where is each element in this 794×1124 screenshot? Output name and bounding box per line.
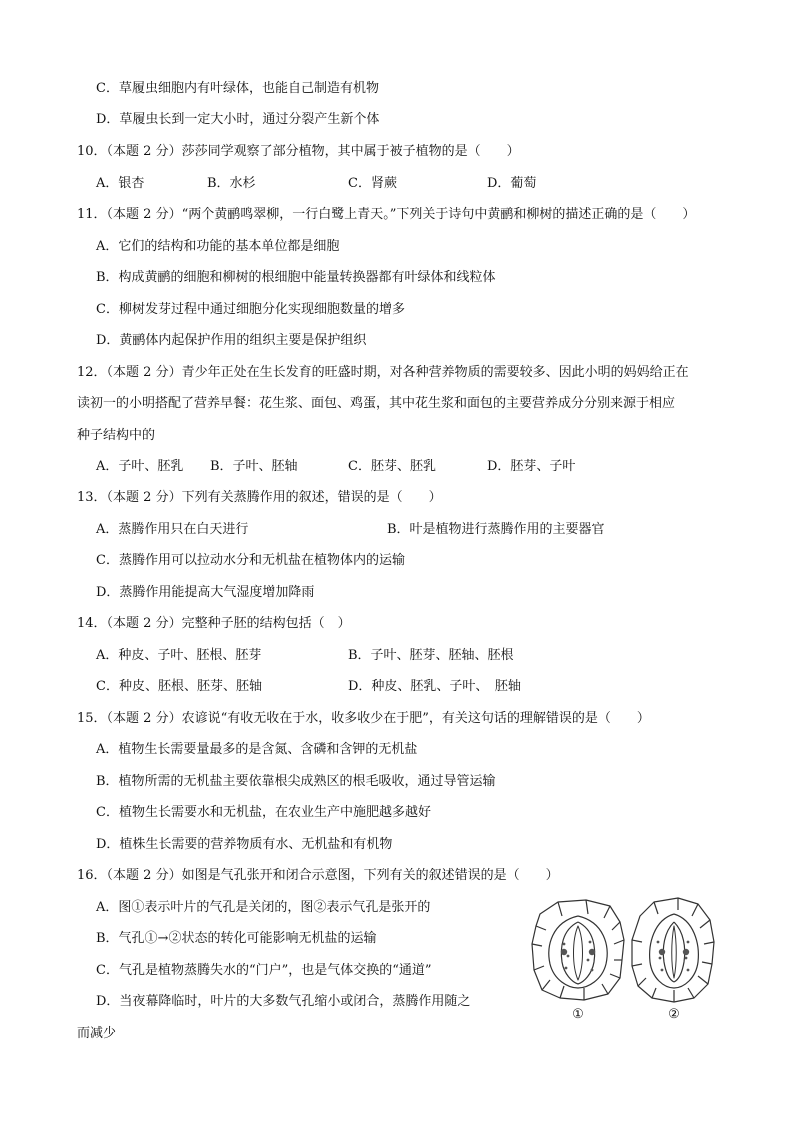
q15-option-c: C．植物生长需要水和无机盐，在农业生产中施肥越多越好 <box>96 805 431 820</box>
q10-option-c: C．肾蕨 <box>348 176 397 191</box>
q13-option-a: A．蒸腾作用只在白天进行 <box>96 522 249 537</box>
q15-option-b: B．植物所需的无机盐主要依靠根尖成熟区的根毛吸收，通过导管运输 <box>96 774 496 789</box>
q11-option-c: C．柳树发芽过程中通过细胞分化实现细胞数量的增多 <box>96 302 405 317</box>
q12-option-d: D．胚芽、子叶 <box>487 459 576 474</box>
q14-option-d: D．种皮、胚乳、子叶、 胚轴 <box>348 679 521 694</box>
q15-stem: 15．（本题 2 分）农谚说“有收无收在于水，收多收少在于肥”，有关这句话的理解错误的是（ ） <box>77 711 650 726</box>
figure-label-2: ② <box>668 1007 680 1022</box>
q15-option-d: D．植株生长需要的营养物质有水、无机盐和有机物 <box>96 837 393 852</box>
q11-option-a: A．它们的结构和功能的基本单位都是细胞 <box>96 239 340 254</box>
q11-option-b: B．构成黄鹂的细胞和柳树的根细胞中能量转换器都有叶绿体和线粒体 <box>96 270 496 285</box>
q14-option-c: C．种皮、胚根、胚芽、胚轴 <box>96 679 262 694</box>
q12-stem-line-3: 种子结构中的 <box>77 428 156 443</box>
q9-option-d: D．草履虫长到一定大小时，通过分裂产生新个体 <box>96 112 380 127</box>
q10-option-a: A．银杏 <box>96 176 145 191</box>
q14-option-b: B．子叶、胚芽、胚轴、胚根 <box>348 648 514 663</box>
q15-option-a: A．植物生长需要量最多的是含氮、含磷和含钾的无机盐 <box>96 742 418 757</box>
q12-stem-line-2: 读初一的小明搭配了营养早餐：花生浆、面包、鸡蛋，其中花生浆和面包的主要营养成分分别来源于相应 <box>77 396 676 411</box>
q13-option-b: B．叶是植物进行蒸腾作用的主要器官 <box>387 522 605 537</box>
stomata-1-epidermal-cells <box>532 900 624 1000</box>
stomata-1-guard-cells <box>549 916 607 988</box>
stomata-2-epidermal-cells <box>632 898 714 1002</box>
q12-option-a: A．子叶、胚乳 <box>96 459 184 474</box>
q16-option-b: B．气孔①→②状态的转化可能影响无机盐的运输 <box>96 931 377 946</box>
stomata-diagram <box>528 896 718 1022</box>
figure-label-1: ① <box>572 1007 584 1022</box>
q11-stem: 11．（本题 2 分）“两个黄鹂鸣翠柳，一行白鹭上青天。”下列关于诗句中黄鹂和柳树的描述正确的是（ ） <box>77 207 696 222</box>
q10-stem: 10．（本题 2 分）莎莎同学观察了部分植物，其中属于被子植物的是（ ） <box>77 144 520 159</box>
q14-stem: 14．（本题 2 分）完整种子胚的结构包括（ ） <box>77 616 351 631</box>
q13-stem: 13．（本题 2 分）下列有关蒸腾作用的叙述，错误的是（ ） <box>77 490 442 505</box>
q12-stem-line-1: 12．（本题 2 分）青少年正处在生长发育的旺盛时期，对各种营养物质的需要较多、因此小明的妈妈给正在 <box>77 365 689 380</box>
q16-option-a: A．图①表示叶片的气孔是关闭的，图②表示气孔是张开的 <box>96 900 431 915</box>
q16-stem: 16．（本题 2 分）如图是气孔张开和闭合示意图，下列有关的叙述错误的是（ ） <box>77 868 559 883</box>
q16-option-c: C．气孔是植物蒸腾失水的“门户”，也是气体交换的“通道” <box>96 963 432 978</box>
q13-option-d: D．蒸腾作用能提高大气湿度增加降雨 <box>96 585 315 600</box>
q11-option-d: D．黄鹂体内起保护作用的组织主要是保护组织 <box>96 333 367 348</box>
q14-option-a: A．种皮、子叶、胚根、胚芽 <box>96 648 262 663</box>
q13-option-c: C．蒸腾作用可以拉动水分和无机盐在植物体内的运输 <box>96 553 405 568</box>
stomata-2-guard-cells <box>650 914 699 988</box>
stomata-1-chloroplasts <box>561 941 595 972</box>
q16-option-d-line-2: 而减少 <box>77 1026 117 1041</box>
q12-option-b: B．子叶、胚轴 <box>210 459 298 474</box>
q10-option-d: D．葡萄 <box>487 176 537 191</box>
q9-option-c: C．草履虫细胞内有叶绿体，也能自己制造有机物 <box>96 81 379 96</box>
q12-option-c: C．胚芽、胚乳 <box>348 459 436 474</box>
q10-option-b: B．水杉 <box>207 176 256 191</box>
q16-option-d-line-1: D．当夜幕降临时，叶片的大多数气孔缩小或闭合，蒸腾作用随之 <box>96 994 471 1009</box>
